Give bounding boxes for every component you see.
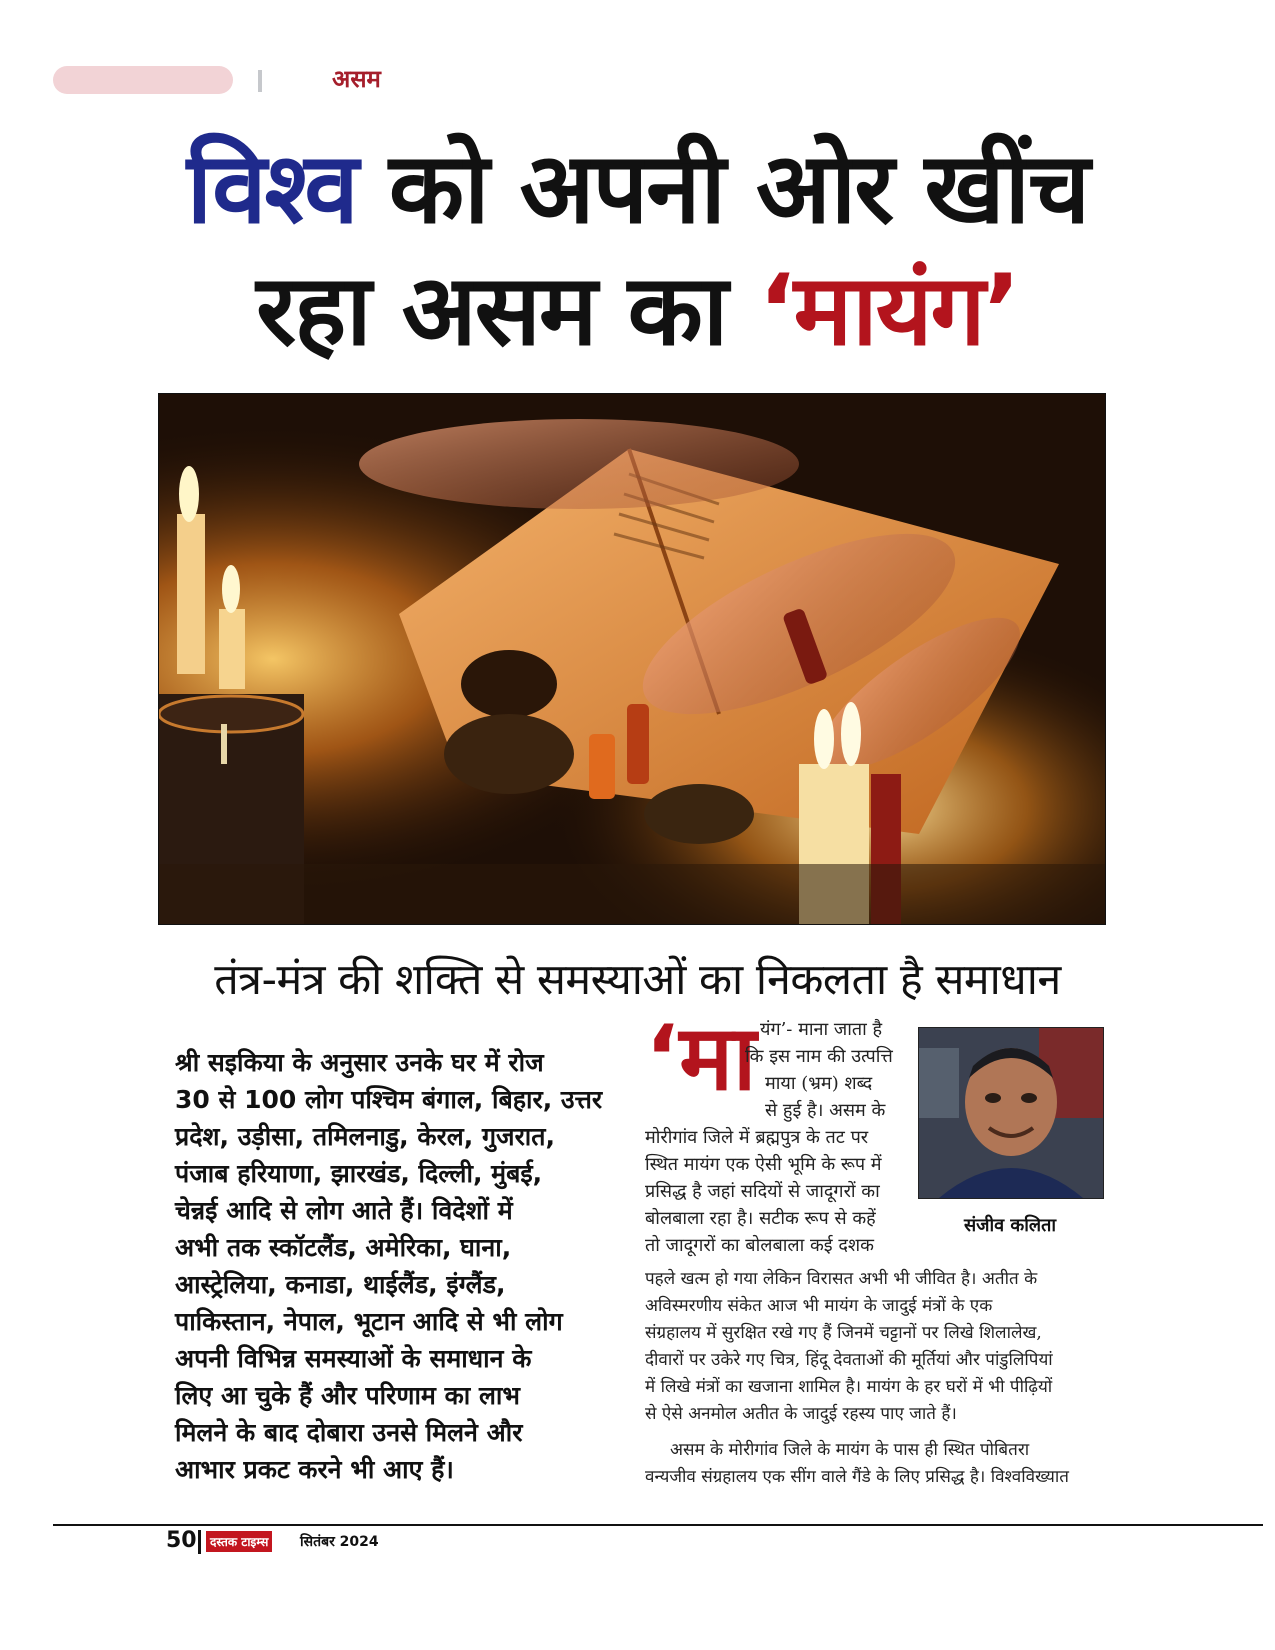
- article-line: में लिखे मंत्रों का खजाना शामिल है। मायंग के हर घरों में भी पीढ़ियों: [645, 1377, 1053, 1397]
- article-line: संग्रहालय में सुरक्षित रखे गए हैं जिनमें चट्टानों पर लिखे शिलालेख,: [645, 1323, 1042, 1343]
- article-line: तो जादूगरों का बोलबाला कई दशक: [645, 1235, 874, 1256]
- article-line: दीवारों पर उकेरे गए चित्र, हिंदू देवताओं की मूर्तियां और पांडुलिपियां: [645, 1350, 1053, 1370]
- article-line: अविस्मरणीय संकेत आज भी मायंग के जादुई मंत्रों के एक: [645, 1296, 993, 1316]
- subheadline: तंत्र-मंत्र की शक्ति से समस्याओं का निकलता है समाधान: [214, 955, 1061, 1005]
- article-line: पहले खत्म हो गया लेकिन विरासत अभी भी जीवित है। अतीत के: [645, 1269, 1038, 1289]
- article-dropcap: ‘मा: [645, 1006, 757, 1111]
- article-line: से हुई है। असम के: [765, 1100, 886, 1121]
- section-divider: [258, 70, 262, 92]
- pullquote-line: पंजाब हरियाणा, झारखंड, दिल्ली, मुंबई,: [175, 1159, 543, 1188]
- candles-book-ritual-photo: [158, 393, 1106, 925]
- article-line: कि इस नाम की उत्पत्ति: [745, 1046, 893, 1067]
- pullquote-line: पाकिस्तान, नेपाल, भूटान आदि से भी लोग: [175, 1307, 563, 1336]
- author-portrait: [918, 1027, 1104, 1199]
- pullquote-line: मिलने के बाद दोबारा उनसे मिलने और: [175, 1418, 523, 1447]
- page-number: 50: [166, 1528, 197, 1553]
- section-pill: [53, 66, 233, 94]
- headline-line-2: [0, 254, 1275, 368]
- publication-logo: दस्तक टाइम्स: [206, 1531, 272, 1552]
- article-line: से ऐसे अनमोल अतीत के जादुई रहस्य पाए जाते हैं।: [645, 1404, 957, 1424]
- headline-highlight-blue: विश्व: [186, 132, 357, 246]
- pullquote-line: लिए आ चुके हैं और परिणाम का लाभ: [175, 1381, 520, 1410]
- headline-line-1-text: को अपनी ओर खींच: [356, 132, 1089, 246]
- article-line: असम के मोरीगांव जिले के मायंग के पास ही स्थित पोबितरा: [670, 1440, 1030, 1460]
- article-line: मोरीगांव जिले में ब्रह्मपुत्र के तट पर: [645, 1127, 869, 1148]
- photo-illustration: [159, 394, 1105, 924]
- pullquote-line: श्री सइकिया के अनुसार उनके घर में रोज: [175, 1048, 544, 1077]
- headline-line-1: [0, 132, 1275, 246]
- pullquote-line: 30 से 100 लोग पश्चिम बंगाल, बिहार, उत्तर: [175, 1085, 603, 1114]
- article-line: वन्यजीव संग्रहालय एक सींग वाले गैंडे के लिए प्रसिद्ध है। विश्वविख्यात: [645, 1467, 1069, 1487]
- headline-highlight-red: ‘मायंग’: [758, 254, 1019, 368]
- pullquote-line: अपनी विभिन्न समस्याओं के समाधान के: [175, 1344, 532, 1373]
- pullquote-line: आभार प्रकट करने भी आए हैं।: [175, 1455, 454, 1484]
- section-label: असम: [332, 65, 381, 93]
- footer-rule: [53, 1524, 1263, 1526]
- pullquote-line: आस्ट्रेलिया, कनाडा, थाईलैंड, इंग्लैंड,: [175, 1270, 506, 1299]
- footer-separator: [198, 1530, 201, 1554]
- article-line: प्रसिद्ध है जहां सदियों से जादूगरों का: [645, 1181, 880, 1202]
- issue-date: सितंबर 2024: [300, 1534, 379, 1550]
- pullquote-line: अभी तक स्कॉटलैंड, अमेरिका, घाना,: [175, 1233, 512, 1262]
- article-line: माया (भ्रम) शब्द: [765, 1073, 873, 1094]
- pullquote-line: प्रदेश, उड़ीसा, तमिलनाडु, केरल, गुजरात,: [175, 1122, 556, 1151]
- article-line: यंग’- माना जाता है: [760, 1019, 883, 1040]
- article-line: बोलबाला रहा है। सटीक रूप से कहें: [645, 1208, 876, 1229]
- headline-line-2-text: रहा असम का: [256, 254, 759, 368]
- pullquote-line: चेन्नई आदि से लोग आते हैं। विदेशों में: [175, 1196, 513, 1225]
- author-name: संजीव कलिता: [963, 1215, 1057, 1236]
- author-portrait-icon: [919, 1028, 1103, 1198]
- pullquote: [175, 1044, 615, 1488]
- article-line: स्थित मायंग एक ऐसी भूमि के रूप में: [645, 1154, 882, 1175]
